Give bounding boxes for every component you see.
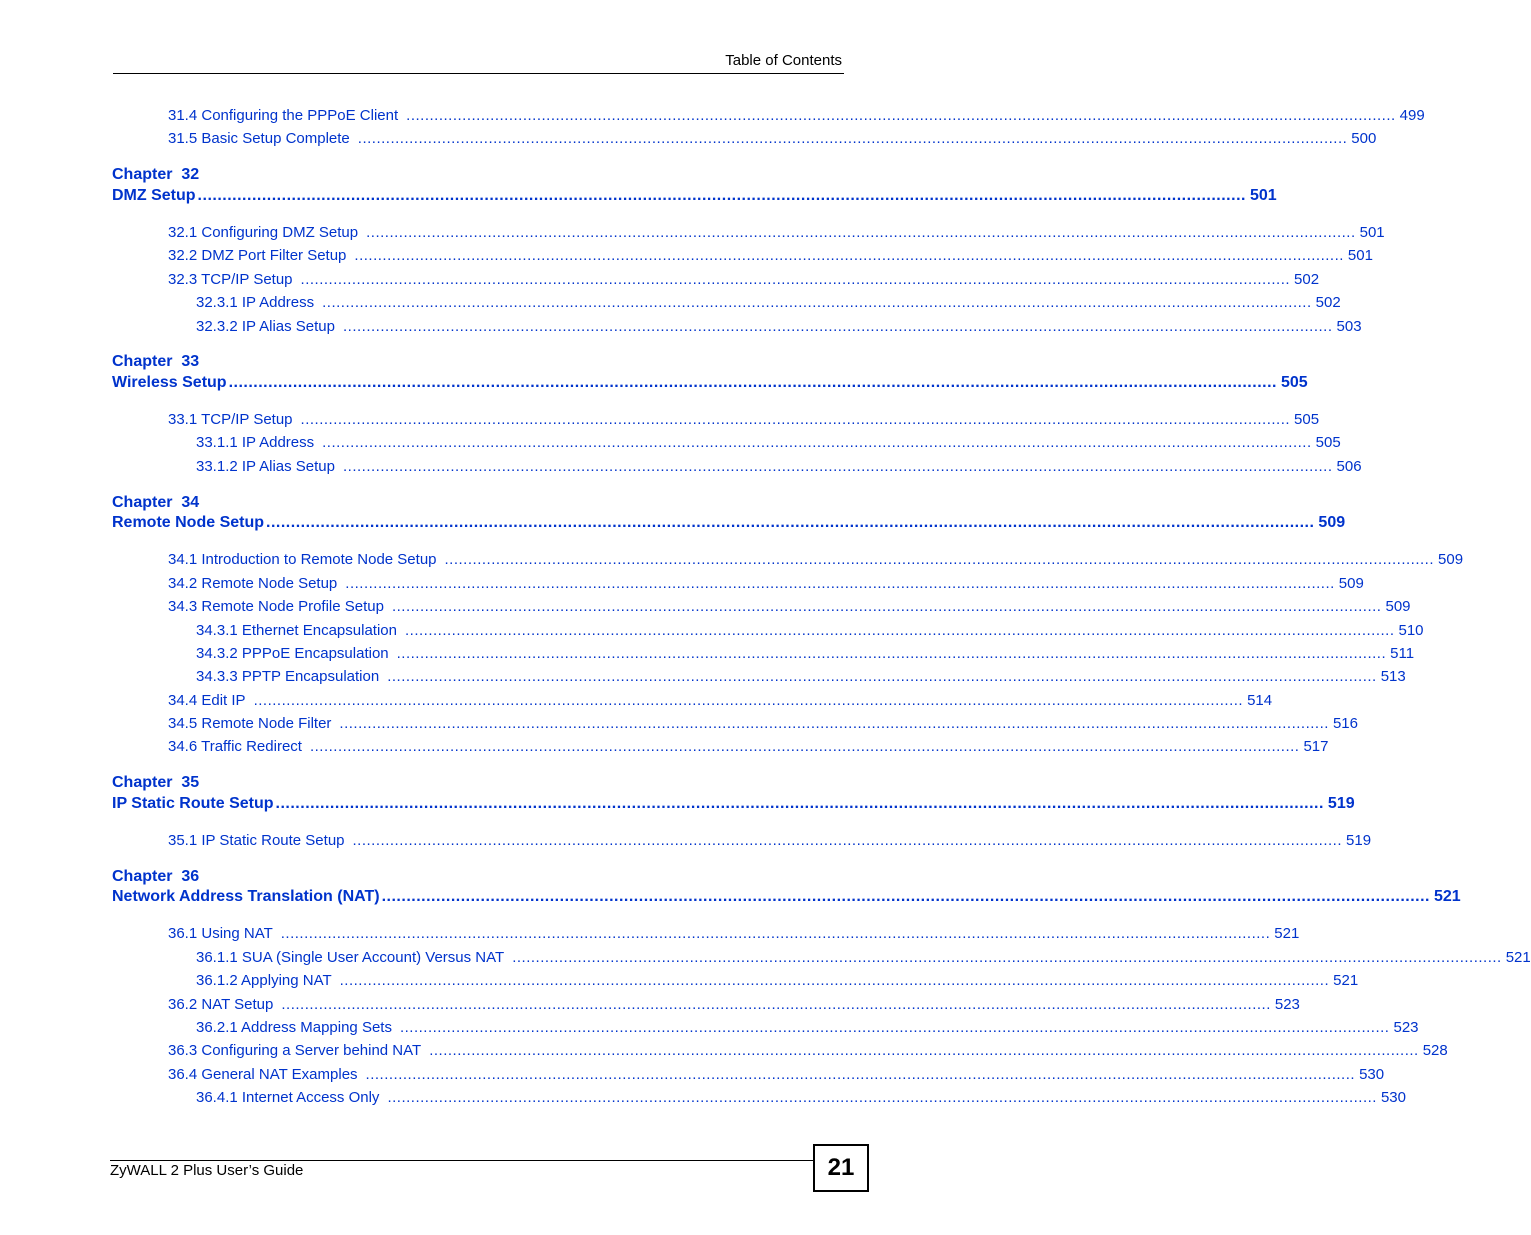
toc-entry-34-4[interactable]: 34.4 Edit IP .................................................................................................................................................................................................................... 514: [168, 692, 1273, 709]
footer-guide-title: ZyWALL 2 Plus User’s Guide: [110, 1162, 304, 1179]
toc-entry-36-1-2[interactable]: 36.1.2 Applying NAT .................................................................................................................................................................................................................... 521: [196, 972, 1359, 989]
toc-chapter-32[interactable]: DMZ Setup .................................................................................................................................................................................................................... 501: [112, 187, 1277, 204]
toc-entry-34-3-3[interactable]: 34.3.3 PPTP Encapsulation .................................................................................................................................................................................................................... 513: [196, 668, 1406, 685]
toc-entry-32-2[interactable]: 32.2 DMZ Port Filter Setup .................................................................................................................................................................................................................... 501: [168, 247, 1373, 264]
toc-chapter-34[interactable]: Remote Node Setup .................................................................................................................................................................................................................... 509: [112, 514, 1346, 531]
toc-entry-34-5[interactable]: 34.5 Remote Node Filter .................................................................................................................................................................................................................... 516: [168, 715, 1358, 732]
header-rule: [113, 73, 844, 74]
toc-chapter-33[interactable]: Wireless Setup .................................................................................................................................................................................................................... 505: [112, 374, 1308, 391]
footer-rule: [110, 1160, 814, 1161]
toc-entry-32-1[interactable]: 32.1 Configuring DMZ Setup .................................................................................................................................................................................................................... 501: [168, 224, 1385, 241]
toc-entry-36-3[interactable]: 36.3 Configuring a Server behind NAT .................................................................................................................................................................................................................... 528: [168, 1042, 1448, 1059]
running-header-title: Table of Contents: [725, 52, 842, 69]
toc-entry-36-4-1[interactable]: 36.4.1 Internet Access Only .................................................................................................................................................................................................................... 530: [196, 1089, 1406, 1106]
toc-entry-36-1[interactable]: 36.1 Using NAT .................................................................................................................................................................................................................... 521: [168, 925, 1300, 942]
toc-entry-33-1-2[interactable]: 33.1.2 IP Alias Setup .................................................................................................................................................................................................................... 506: [196, 458, 1362, 475]
toc-entry-33-1-1[interactable]: 33.1.1 IP Address .................................................................................................................................................................................................................... 505: [196, 434, 1341, 451]
toc-entry-35-1[interactable]: 35.1 IP Static Route Setup .................................................................................................................................................................................................................... 519: [168, 832, 1372, 849]
toc-entry-34-3-2[interactable]: 34.3.2 PPPoE Encapsulation .................................................................................................................................................................................................................... 511: [196, 645, 1415, 662]
page-number: 21: [827, 1154, 855, 1181]
toc-entry-31-4[interactable]: 31.4 Configuring the PPPoE Client .................................................................................................................................................................................................................... 499: [168, 107, 1425, 124]
toc-entry-36-4[interactable]: 36.4 General NAT Examples .................................................................................................................................................................................................................... 530: [168, 1066, 1385, 1083]
toc-entry-33-1[interactable]: 33.1 TCP/IP Setup .................................................................................................................................................................................................................... 505: [168, 411, 1320, 428]
chapter-36-number: Chapter 36: [112, 868, 200, 885]
toc-entry-36-2[interactable]: 36.2 NAT Setup .................................................................................................................................................................................................................... 523: [168, 996, 1300, 1013]
chapter-33-number: Chapter 33: [112, 353, 200, 370]
toc-chapter-35[interactable]: IP Static Route Setup .................................................................................................................................................................................................................... 519: [112, 795, 1355, 812]
page-number-box: [813, 1144, 869, 1192]
toc-entry-36-1-1[interactable]: 36.1.1 SUA (Single User Account) Versus NAT .................................................................................................................................................................................................................... 521: [196, 949, 1531, 966]
toc-entry-32-3[interactable]: 32.3 TCP/IP Setup .................................................................................................................................................................................................................... 502: [168, 271, 1320, 288]
toc-entry-34-3[interactable]: 34.3 Remote Node Profile Setup .................................................................................................................................................................................................................... 509: [168, 598, 1411, 615]
chapter-34-number: Chapter 34: [112, 494, 200, 511]
chapter-35-number: Chapter 35: [112, 774, 200, 791]
toc-chapter-36[interactable]: Network Address Translation (NAT) .................................................................................................................................................................................................................... 521: [112, 888, 1461, 905]
toc-entry-34-2[interactable]: 34.2 Remote Node Setup .................................................................................................................................................................................................................... 509: [168, 575, 1364, 592]
toc-entry-36-2-1[interactable]: 36.2.1 Address Mapping Sets .................................................................................................................................................................................................................... 523: [196, 1019, 1419, 1036]
toc-entry-34-1[interactable]: 34.1 Introduction to Remote Node Setup .................................................................................................................................................................................................................... 509: [168, 551, 1464, 568]
toc-entry-34-3-1[interactable]: 34.3.1 Ethernet Encapsulation .................................................................................................................................................................................................................... 510: [196, 622, 1424, 639]
toc-entry-31-5[interactable]: 31.5 Basic Setup Complete .................................................................................................................................................................................................................... 500: [168, 130, 1377, 147]
toc-entry-32-3-2[interactable]: 32.3.2 IP Alias Setup .................................................................................................................................................................................................................... 503: [196, 318, 1362, 335]
toc-entry-34-6[interactable]: 34.6 Traffic Redirect .................................................................................................................................................................................................................... 517: [168, 738, 1329, 755]
chapter-32-number: Chapter 32: [112, 166, 200, 183]
toc-entry-32-3-1[interactable]: 32.3.1 IP Address .................................................................................................................................................................................................................... 502: [196, 294, 1341, 311]
